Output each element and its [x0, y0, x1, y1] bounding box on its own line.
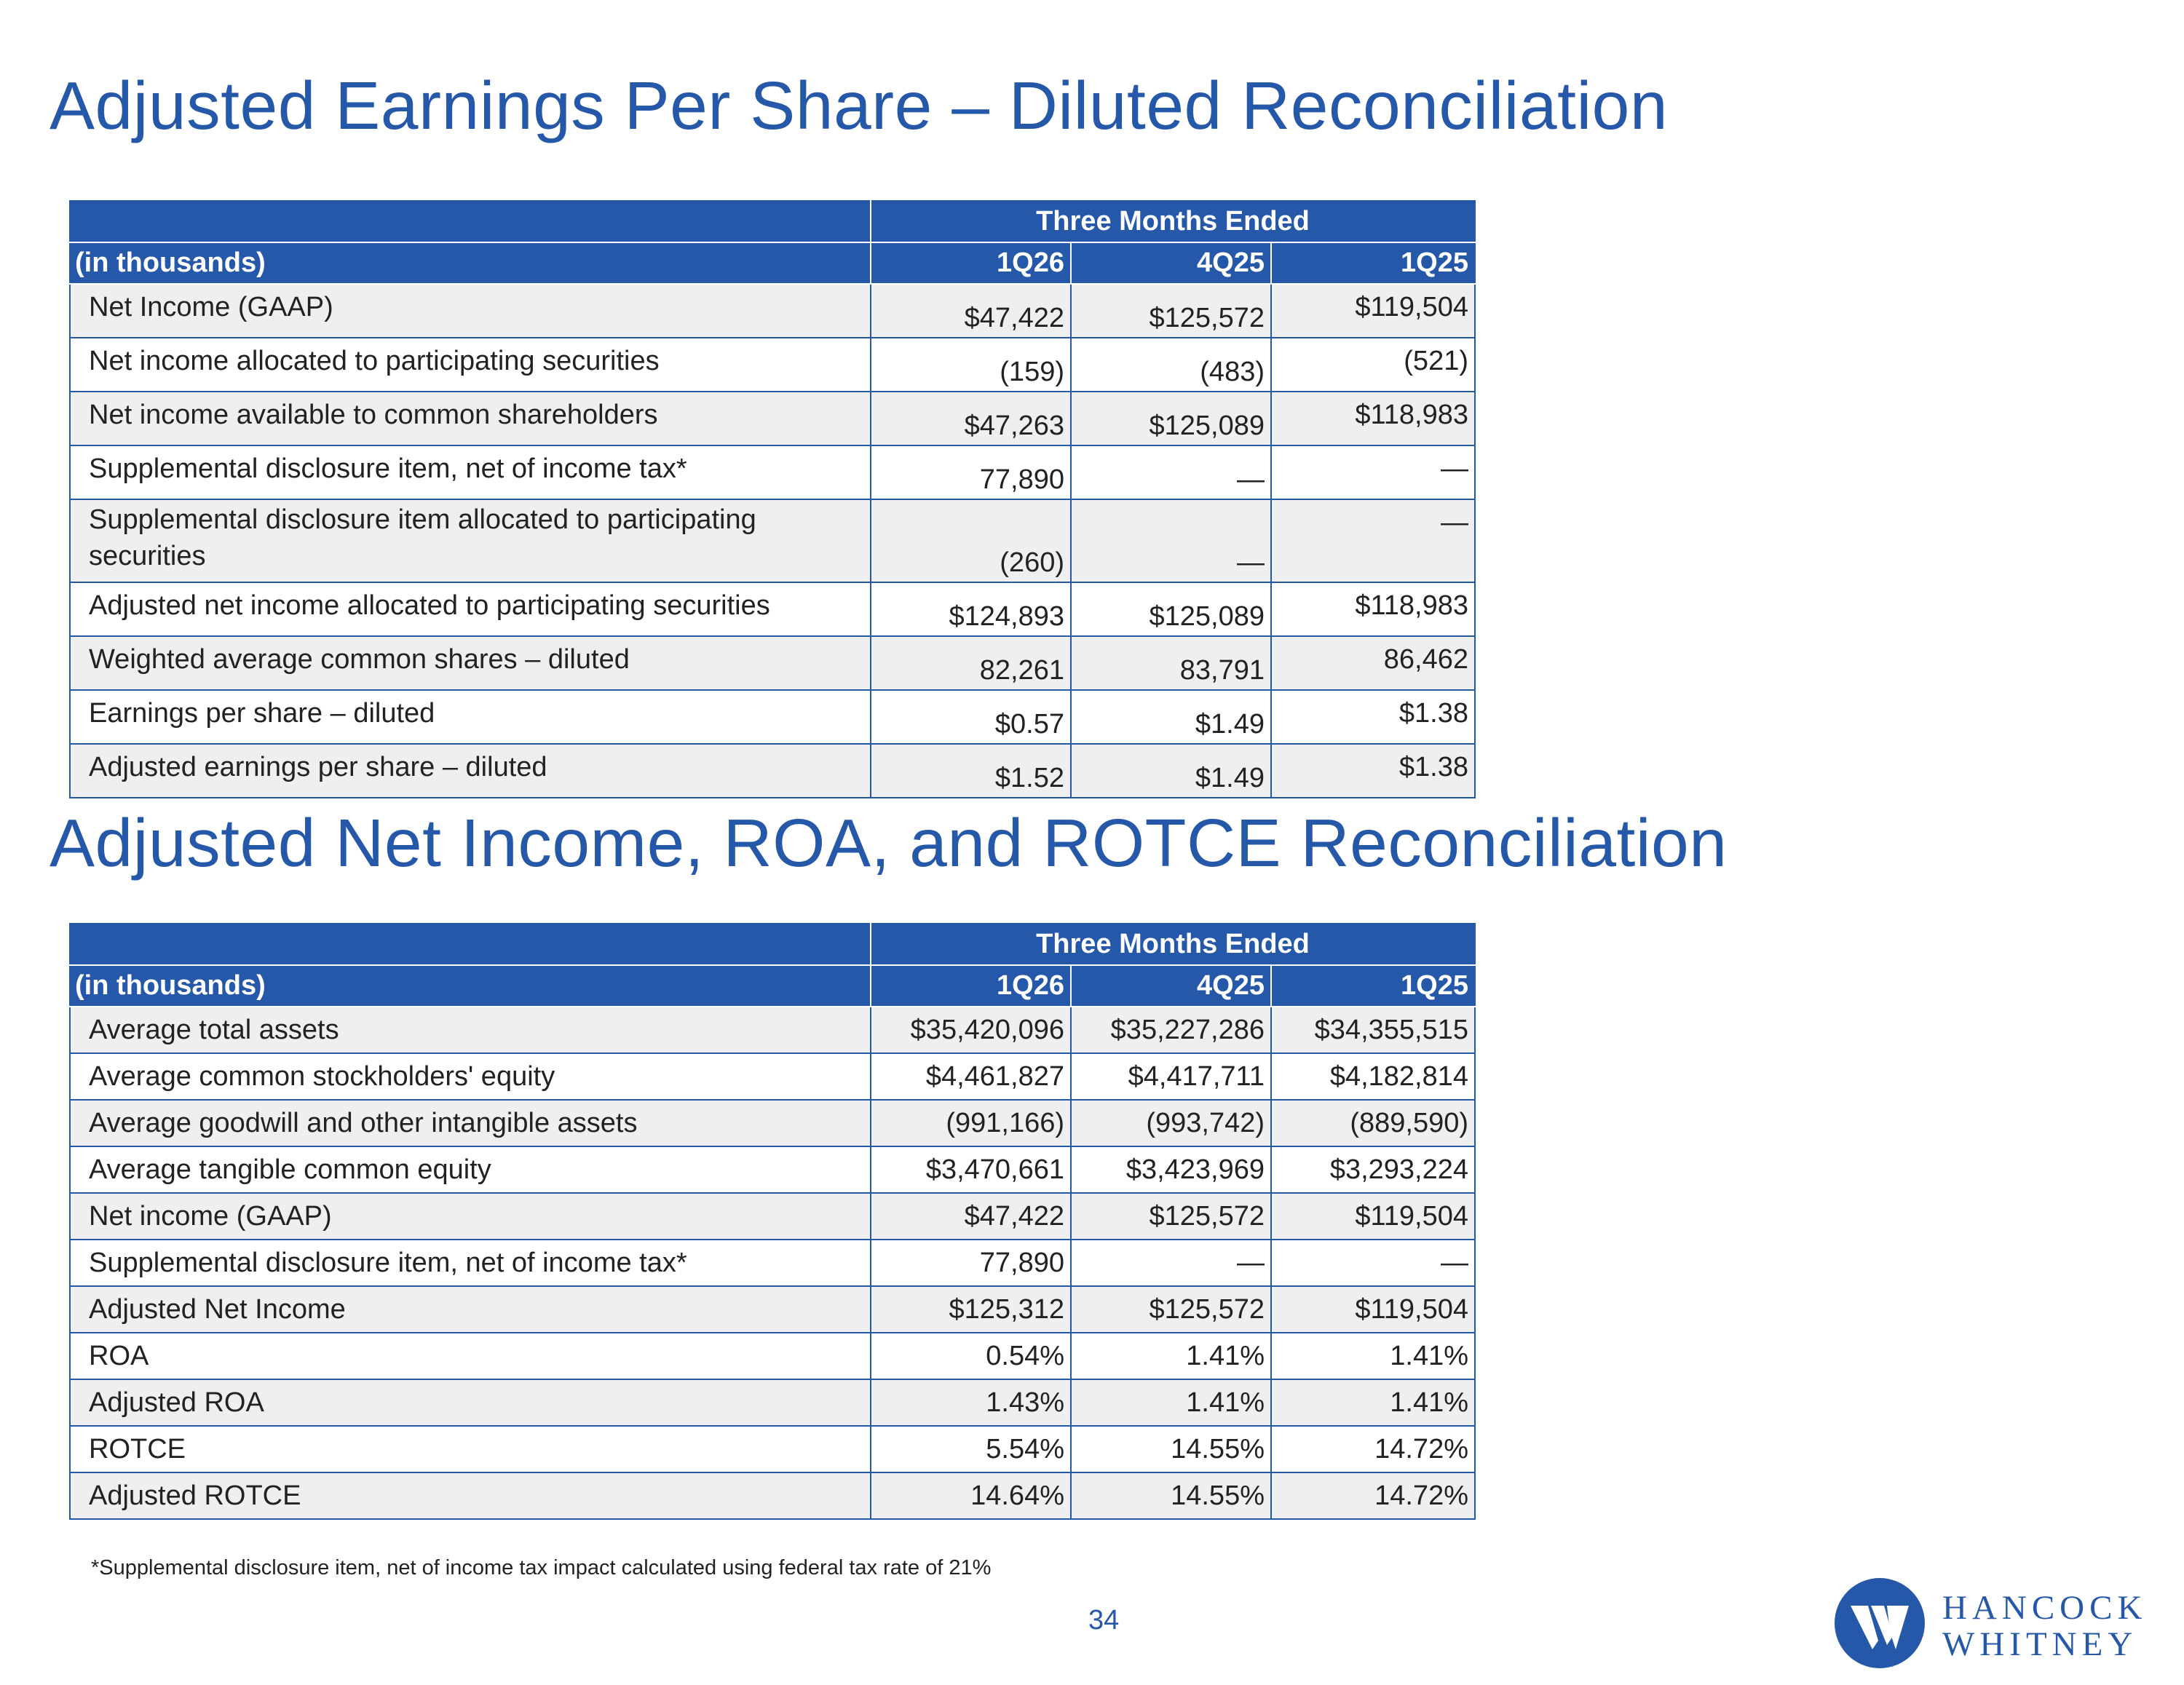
cell-value: 1.41% [1271, 1379, 1475, 1426]
row-label: Supplemental disclosure item allocated to participating securities [70, 499, 871, 582]
table-row [70, 1193, 1475, 1240]
cell-value: — [1071, 445, 1271, 499]
eps-reconciliation-table [69, 200, 1476, 798]
cell-value: $119,504 [1271, 1193, 1475, 1240]
table-row [70, 1240, 1475, 1286]
cell-value: $118,983 [1271, 392, 1475, 445]
cell-value: $35,227,286 [1071, 1007, 1271, 1053]
cell-value: — [1071, 1240, 1271, 1286]
cell-value: $34,355,515 [1271, 1007, 1475, 1053]
units-header: (in thousands) [70, 242, 871, 284]
cell-value: $125,572 [1071, 1286, 1271, 1333]
table-row [70, 499, 1475, 582]
table-row [70, 1286, 1475, 1333]
hancock-whitney-logo [1833, 1577, 2146, 1671]
table-row [70, 1333, 1475, 1379]
cell-value: $119,504 [1271, 1286, 1475, 1333]
cell-value: — [1071, 499, 1271, 582]
footnote: *Supplemental disclosure item, net of income tax impact calculated using federal tax rate of 21% [91, 1556, 992, 1579]
cell-value: $4,461,827 [871, 1053, 1071, 1100]
units-header: (in thousands) [70, 965, 871, 1007]
row-label: Adjusted net income allocated to participating securities [70, 582, 871, 636]
table-row [70, 1100, 1475, 1146]
cell-value: 77,890 [871, 445, 1071, 499]
cell-value: 0.54% [871, 1333, 1071, 1379]
cell-value: $3,470,661 [871, 1146, 1071, 1193]
table-row [70, 392, 1475, 445]
table-row [70, 338, 1475, 392]
row-label: Average tangible common equity [70, 1146, 871, 1193]
header-blank [70, 201, 871, 242]
row-label: Supplemental disclosure item, net of income tax* [70, 1240, 871, 1286]
row-label: Average common stockholders' equity [70, 1053, 871, 1100]
table-row [70, 1472, 1475, 1519]
row-label: Adjusted earnings per share – diluted [70, 744, 871, 798]
cell-value: — [1271, 445, 1475, 499]
cell-value: $125,312 [871, 1286, 1071, 1333]
cell-value: $119,504 [1271, 284, 1475, 338]
cell-value: 1.41% [1071, 1379, 1271, 1426]
cell-value: $125,089 [1071, 582, 1271, 636]
roa-rotce-reconciliation-table [69, 923, 1476, 1520]
cell-value: $4,182,814 [1271, 1053, 1475, 1100]
row-label: Net income (GAAP) [70, 1193, 871, 1240]
column-header: 1Q26 [871, 965, 1071, 1007]
table-row [70, 1146, 1475, 1193]
column-header: 4Q25 [1071, 242, 1271, 284]
cell-value: (521) [1271, 338, 1475, 392]
cell-value: $1.38 [1271, 744, 1475, 798]
cell-value: $47,422 [871, 1193, 1071, 1240]
table-row [70, 636, 1475, 690]
logo-line2: WHITNEY [1942, 1625, 2138, 1663]
cell-value: $125,572 [1071, 1193, 1271, 1240]
cell-value: $3,423,969 [1071, 1146, 1271, 1193]
row-label: Supplemental disclosure item, net of income tax* [70, 445, 871, 499]
cell-value: 14.64% [871, 1472, 1071, 1519]
cell-value: $4,417,711 [1071, 1053, 1271, 1100]
row-label: Weighted average common shares – diluted [70, 636, 871, 690]
cell-value: 14.72% [1271, 1426, 1475, 1472]
row-label: ROTCE [70, 1426, 871, 1472]
table-row [70, 445, 1475, 499]
cell-value: $125,089 [1071, 392, 1271, 445]
row-label: Adjusted ROA [70, 1379, 871, 1426]
page-title-eps: Adjusted Earnings Per Share – Diluted Reconciliation [50, 68, 1669, 143]
page-title-roa: Adjusted Net Income, ROA, and ROTCE Reconciliation [50, 805, 1728, 881]
column-header: 1Q26 [871, 242, 1071, 284]
cell-value: $118,983 [1271, 582, 1475, 636]
cell-value: 14.55% [1071, 1426, 1271, 1472]
row-label: Net income available to common shareholders [70, 392, 871, 445]
table-row [70, 1426, 1475, 1472]
cell-value: 5.54% [871, 1426, 1071, 1472]
row-label: Average total assets [70, 1007, 871, 1053]
cell-value: 14.55% [1071, 1472, 1271, 1519]
table-row [70, 744, 1475, 798]
cell-value: $1.38 [1271, 690, 1475, 744]
header-blank [70, 924, 871, 965]
cell-value: (260) [871, 499, 1071, 582]
cell-value: — [1271, 1240, 1475, 1286]
cell-value: — [1271, 499, 1475, 582]
cell-value: (483) [1071, 338, 1271, 392]
cell-value: 77,890 [871, 1240, 1071, 1286]
cell-value: 86,462 [1271, 636, 1475, 690]
row-label: Adjusted ROTCE [70, 1472, 871, 1519]
row-label: Average goodwill and other intangible assets [70, 1100, 871, 1146]
row-label: Adjusted Net Income [70, 1286, 871, 1333]
cell-value: 1.41% [1071, 1333, 1271, 1379]
column-header: 4Q25 [1071, 965, 1271, 1007]
column-header: 1Q25 [1271, 965, 1475, 1007]
row-label: ROA [70, 1333, 871, 1379]
cell-value: $1.49 [1071, 690, 1271, 744]
cell-value: $124,893 [871, 582, 1071, 636]
cell-value: $47,422 [871, 284, 1071, 338]
cell-value: (889,590) [1271, 1100, 1475, 1146]
cell-value: 14.72% [1271, 1472, 1475, 1519]
cell-value: (991,166) [871, 1100, 1071, 1146]
cell-value: 1.43% [871, 1379, 1071, 1426]
table-row [70, 1379, 1475, 1426]
cell-value: $0.57 [871, 690, 1071, 744]
table-row [70, 1053, 1475, 1100]
logo-line1: HANCOCK [1942, 1589, 2148, 1627]
cell-value: (159) [871, 338, 1071, 392]
cell-value: $125,572 [1071, 284, 1271, 338]
row-label: Net Income (GAAP) [70, 284, 871, 338]
cell-value: 82,261 [871, 636, 1071, 690]
cell-value: 83,791 [1071, 636, 1271, 690]
row-label: Earnings per share – diluted [70, 690, 871, 744]
cell-value: $1.52 [871, 744, 1071, 798]
cell-value: $35,420,096 [871, 1007, 1071, 1053]
group-header: Three Months Ended [871, 201, 1475, 242]
hancock-whitney-emblem-icon [1833, 1577, 1926, 1670]
row-label: Net income allocated to participating securities [70, 338, 871, 392]
table-row [70, 284, 1475, 338]
cell-value: (993,742) [1071, 1100, 1271, 1146]
cell-value: $47,263 [871, 392, 1071, 445]
cell-value: 1.41% [1271, 1333, 1475, 1379]
page-number: 34 [1088, 1605, 1120, 1636]
cell-value: $3,293,224 [1271, 1146, 1475, 1193]
group-header: Three Months Ended [871, 924, 1475, 965]
cell-value: $1.49 [1071, 744, 1271, 798]
table-row [70, 690, 1475, 744]
table-row [70, 1007, 1475, 1053]
table-row [70, 582, 1475, 636]
column-header: 1Q25 [1271, 242, 1475, 284]
